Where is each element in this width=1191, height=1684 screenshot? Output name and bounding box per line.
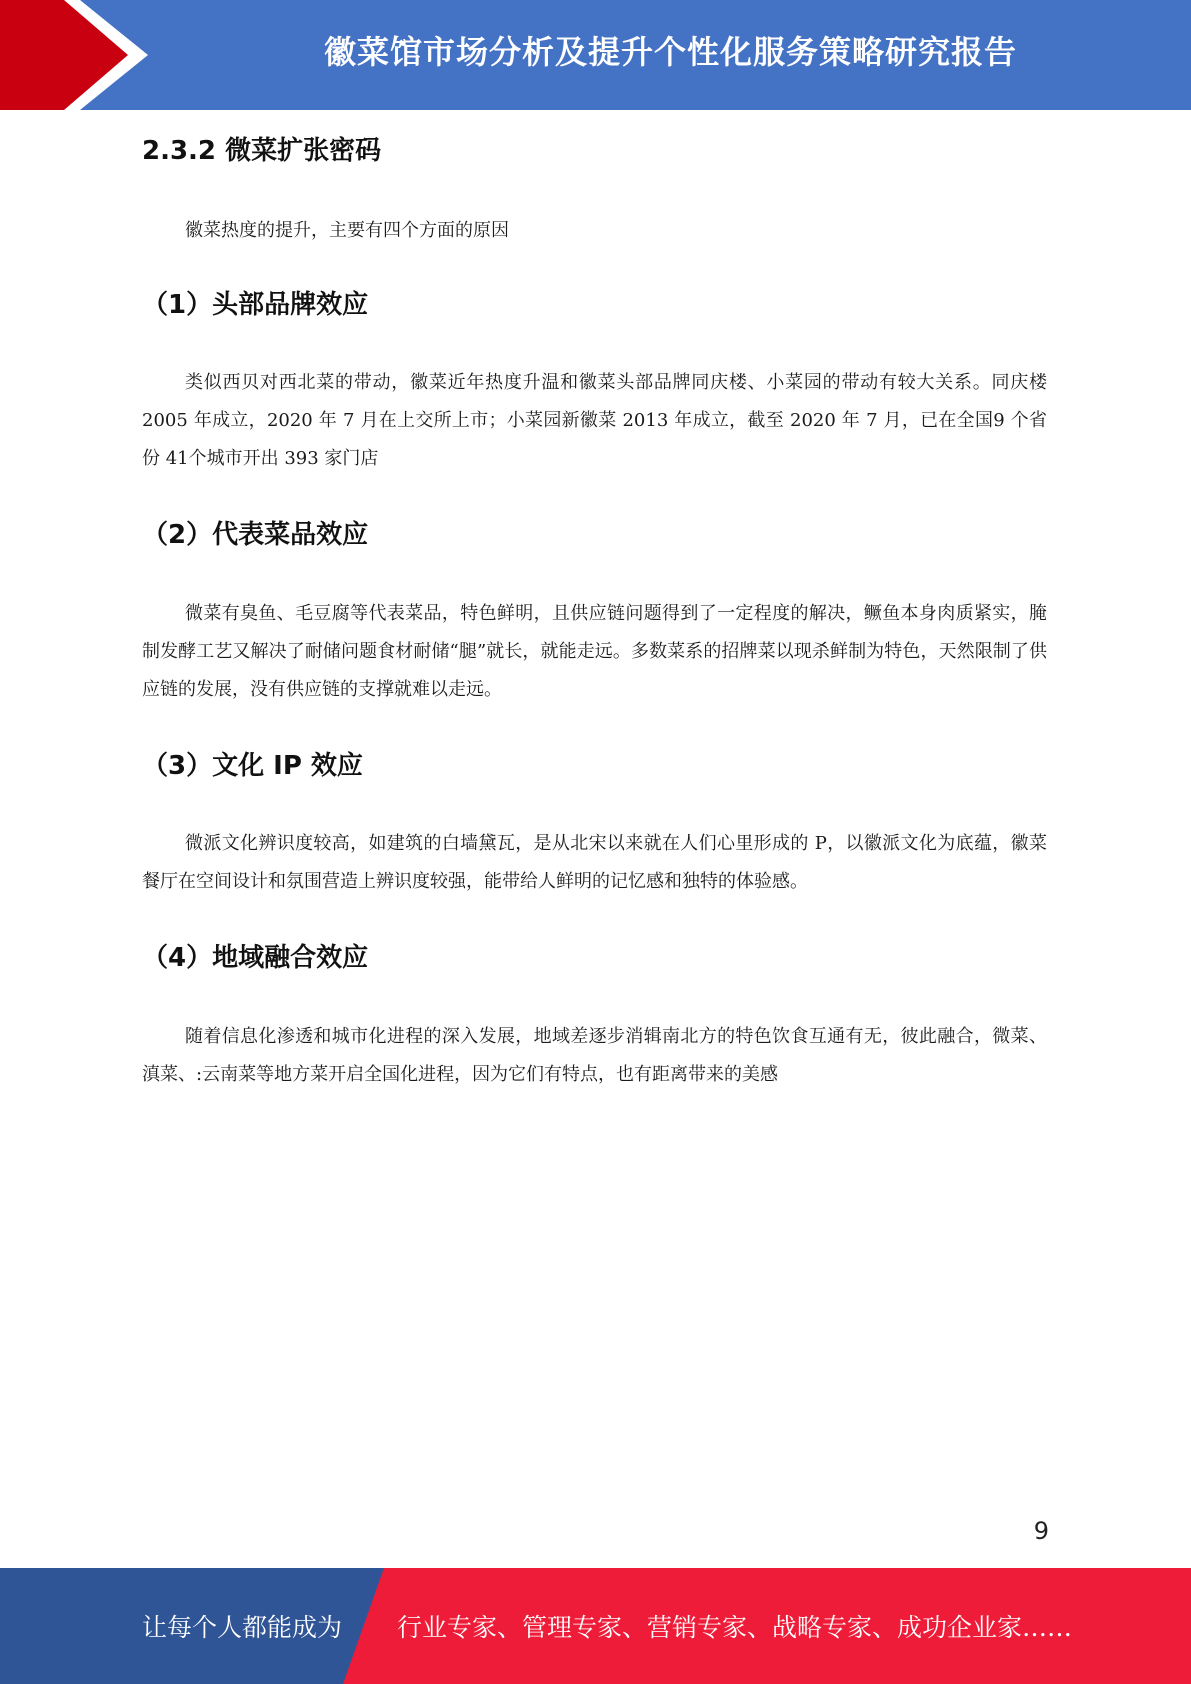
subsection-heading-4: （4）地域融合效应 — [142, 943, 369, 973]
footer-slogan-right: 行业专家、管理专家、营销专家、战略专家、成功企业家…… — [397, 1613, 1073, 1642]
page-header — [0, 0, 1191, 110]
subsection-heading-2: （2）代表菜品效应 — [142, 520, 369, 550]
section-intro: 徽菜热度的提升，主要有四个方面的原因 — [185, 220, 509, 241]
subsection-body-3: 微派文化辨识度较高，如建筑的白墙黛瓦，是从北宋以来就在人们心里形成的 P，以徽派文化为底蕴，徽菜餐厅在空间设计和氛围营造上辨识度较强，能带给人鲜明的记忆感和独特的体验感。 — [142, 833, 1047, 892]
subsection-heading-3: （3）文化 IP 效应 — [142, 751, 363, 781]
page-footer — [0, 1568, 1191, 1684]
subsection-body-1: 类似西贝对西北菜的带动，徽菜近年热度升温和徽菜头部品牌同庆楼、小菜园的带动有较大关系。同庆楼 2005 年成立，2020 年 7 月在上交所上市；小菜园新徽菜 2013 年成立，截至 2020 年 7 月，已在全国9 个省份 41个城市开出 393 家门店 — [142, 372, 1047, 469]
subsection-body-2: 微菜有臭鱼、毛豆腐等代表菜品，特色鲜明，且供应链问题得到了一定程度的解决，鳜鱼本身肉质紧实，腌制发酵工艺又解决了耐储问题食材耐储“腿”就长，就能走远。多数菜系的招牌菜以现杀鲜制为特色，天然限制了供应链的发展，没有供应链的支撑就难以走远。 — [142, 603, 1047, 700]
section-heading: 2.3.2 微菜扩张密码 — [142, 136, 382, 166]
header-chevron-decoration — [0, 0, 160, 110]
subsection-heading-1: （1）头部品牌效应 — [142, 290, 369, 320]
footer-slogan-left: 让每个人都能成为 — [142, 1613, 343, 1642]
page-number: 9 — [1033, 1517, 1049, 1545]
report-title: 徽菜馆市场分析及提升个性化服务策略研究报告 — [323, 33, 1017, 71]
subsection-body-4: 随着信息化渗透和城市化进程的深入发展，地域差逐步消辑南北方的特色饮食互通有无，彼此融合，微菜、滇菜、:云南菜等地方菜开启全国化进程，因为它们有特点，也有距离带来的美感 — [142, 1026, 1047, 1085]
